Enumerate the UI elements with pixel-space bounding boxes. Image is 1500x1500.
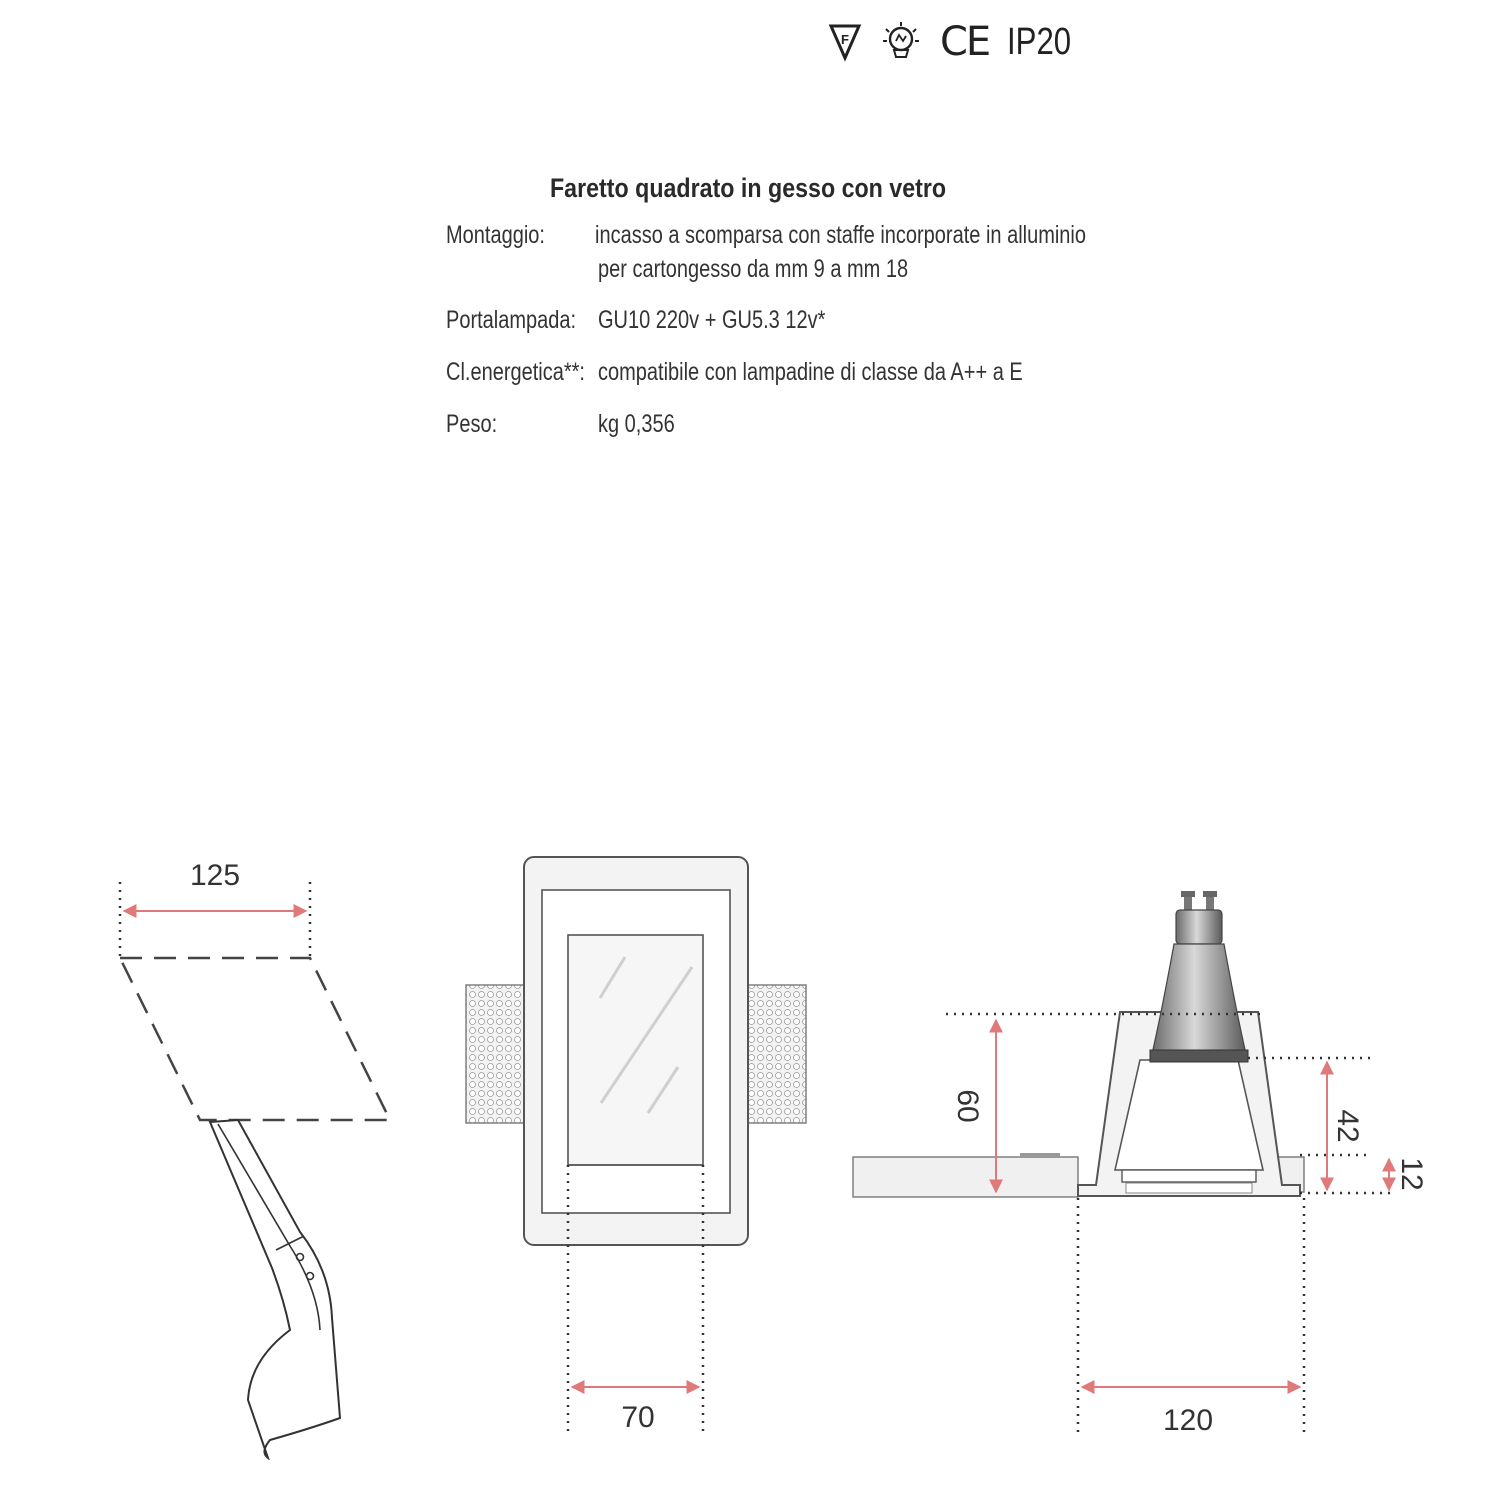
spec-value-mounting-line2: per cartongesso da mm 9 a mm 18 (598, 255, 909, 283)
certification-marks (828, 12, 1085, 72)
spec-label-lampholder: Portalampada: (446, 306, 577, 334)
thermal-protection-icon (880, 19, 922, 65)
gu10-bulb (1150, 891, 1248, 1062)
technical-drawing (0, 820, 1500, 1460)
ce-mark-icon: CE (940, 19, 990, 65)
spec-value-weight: kg 0,356 (598, 410, 675, 438)
total-height-label: 60 (951, 1089, 984, 1123)
hole-width-label: 125 (189, 859, 241, 892)
recess-width-label: 120 (1162, 1404, 1214, 1437)
f-mark-icon (828, 20, 862, 64)
glass-width-label: 70 (621, 1401, 655, 1434)
spec-value-energy-class: compatibile con lampadine di classe da A++ a E (598, 358, 1023, 386)
panel-thickness-label: 12 (1395, 1157, 1428, 1191)
product-title: Faretto quadrato in gesso con vetro (550, 173, 947, 203)
spec-label-weight: Peso: (446, 410, 498, 438)
section-view (853, 891, 1428, 1437)
spec-value-mounting: incasso a scomparsa con staffe incorporate in alluminio (595, 221, 1086, 249)
ip-rating: IP20 (1007, 21, 1072, 63)
front-view (466, 857, 806, 1434)
cutout-view (120, 859, 390, 1458)
spec-label-energy-class: Cl.energetica**: (446, 358, 585, 386)
svg-text:F: F (841, 32, 849, 47)
lamp-height-label: 42 (1331, 1109, 1364, 1143)
spec-label-mounting: Montaggio: (446, 221, 545, 249)
spec-value-lampholder: GU10 220v + GU5.3 12v* (598, 306, 826, 334)
